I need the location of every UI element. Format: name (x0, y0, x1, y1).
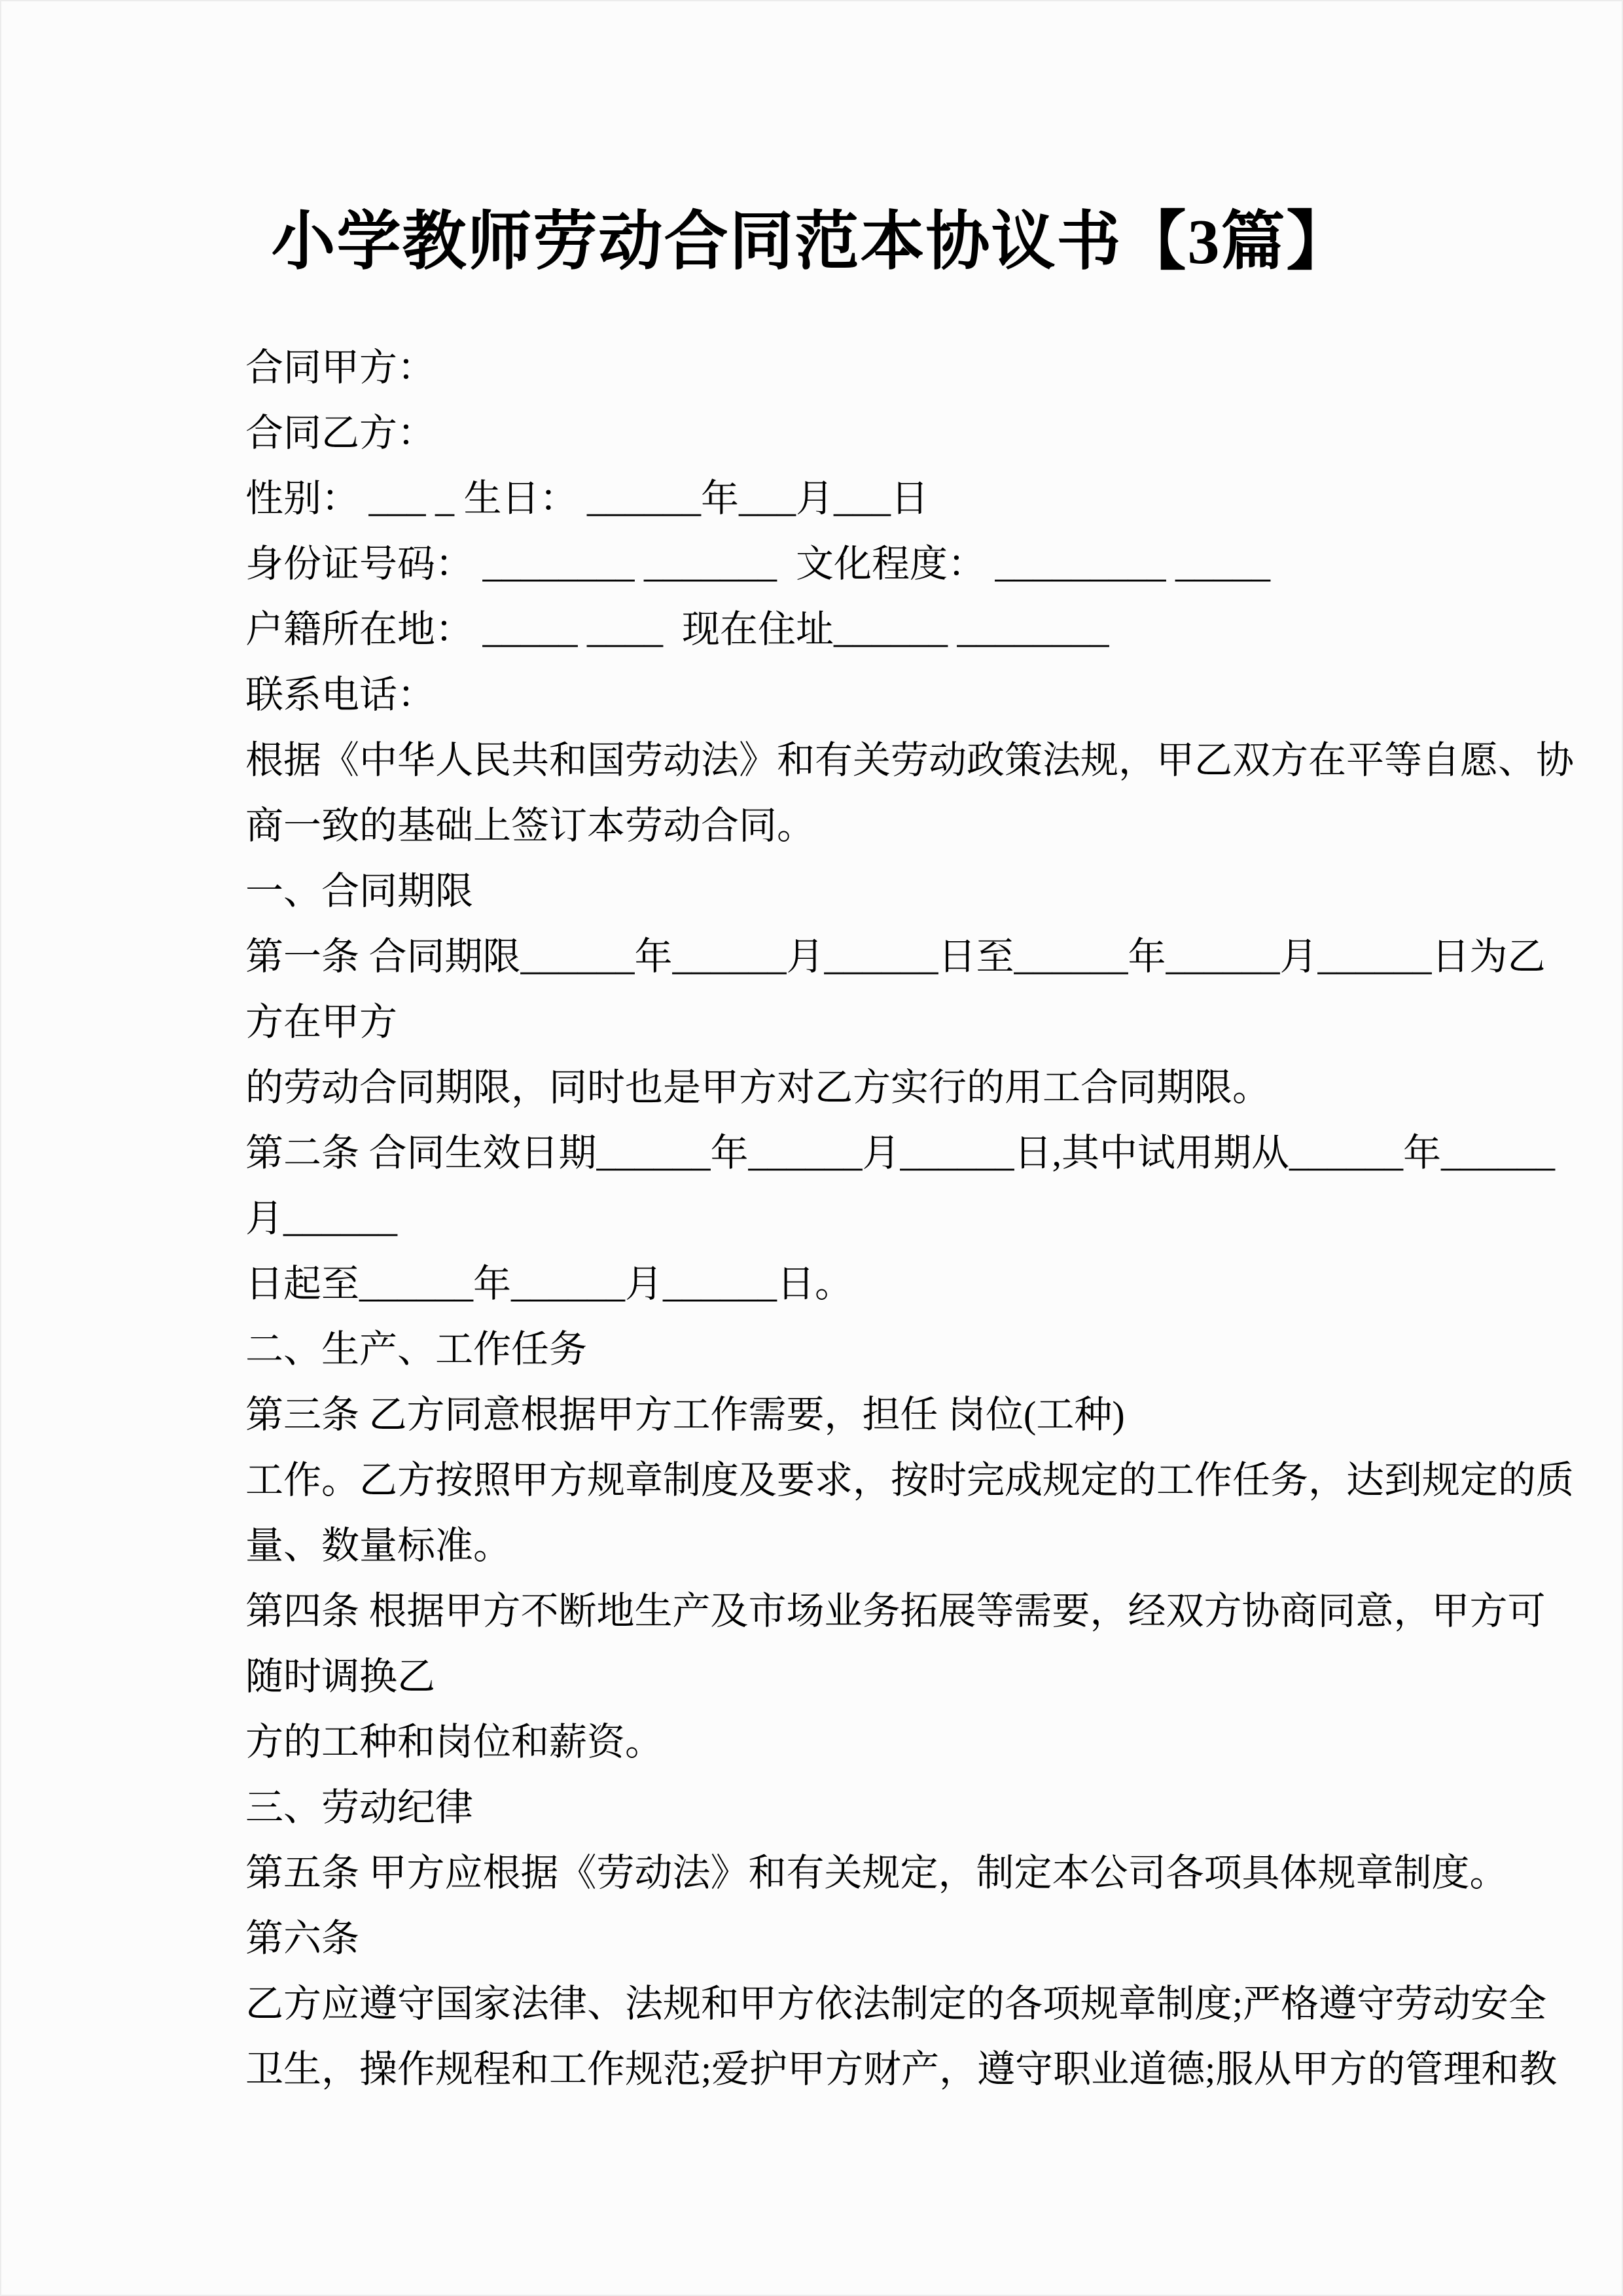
clause-4-line: 方的工种和岗位和薪资。 (245, 1721, 664, 1763)
line-party-a: 合同甲方： (245, 346, 436, 389)
clause-3-line: 工作。乙方按照甲方规章制度及要求，按时完成规定的工作任务，达到规定的质 (245, 1459, 1575, 1501)
section-heading-1: 一、合同期限 (245, 870, 474, 912)
clause-5-line: 第五条 甲方应根据《劳动法》和有关规定，制定本公司各项具体规章制度。 (245, 1852, 1508, 1894)
section-heading-3: 三、劳动纪律 (245, 1786, 474, 1829)
clause-4-line: 第四条 根据甲方不断地生产及市场业务拓展等需要，经双方协商同意，甲方可 (245, 1590, 1546, 1632)
clause-2-line: 第二条 合同生效日期______年______月______日,其中试用期从______年______ (245, 1132, 1556, 1174)
section-heading-2: 二、生产、工作任务 (245, 1328, 588, 1371)
clause-6-line: 乙方应遵守国家法律、法规和甲方依法制定的各项规章制度;严格遵守劳动安全 (245, 1982, 1547, 2025)
clause-1-line: 第一条 合同期限______年______月______日至______年______月______日为乙 (245, 935, 1546, 978)
line-phone: 联系电话： (245, 673, 436, 716)
clause-3-line: 量、数量标准。 (245, 1524, 512, 1567)
document-body (245, 335, 1575, 2102)
clause-2-line: 月______ (245, 1197, 398, 1240)
clause-3-line: 第三条 乙方同意根据甲方工作需要，担任 岗位(工种) (245, 1393, 1125, 1436)
line-party-b: 合同乙方： (245, 412, 436, 454)
document-title: 小学教师劳动合同范本协议书【3篇】 (271, 207, 1352, 278)
clause-2-line: 日起至______年______月______日。 (245, 1263, 853, 1305)
paragraph-line: 根据《中华人民共和国劳动法》和有关劳动政策法规，甲乙双方在平等自愿、协 (245, 739, 1575, 781)
clause-4-line: 随时调换乙 (245, 1655, 436, 1698)
line-gender-birthday: 性别： ___ _ 生日： ______年___月___日 (245, 477, 929, 520)
clause-1-line: 的劳动合同期限，同时也是甲方对乙方实行的用工合同期限。 (245, 1066, 1271, 1109)
clause-1-line: 方在甲方 (245, 1001, 398, 1043)
paragraph-line: 商一致的基础上签订本劳动合同。 (245, 804, 815, 847)
clause-6-heading: 第六条 (245, 1917, 360, 1960)
clause-6-line: 卫生，操作规程和工作规范;爱护甲方财产，遵守职业道德;服从甲方的管理和教 (245, 2048, 1558, 2090)
line-id-education: 身份证号码： ________ _______ 文化程度： _________ _____ (245, 543, 1271, 585)
line-residence-address: 户籍所在地： _____ ____ 现在住址______ ________ (245, 608, 1109, 651)
